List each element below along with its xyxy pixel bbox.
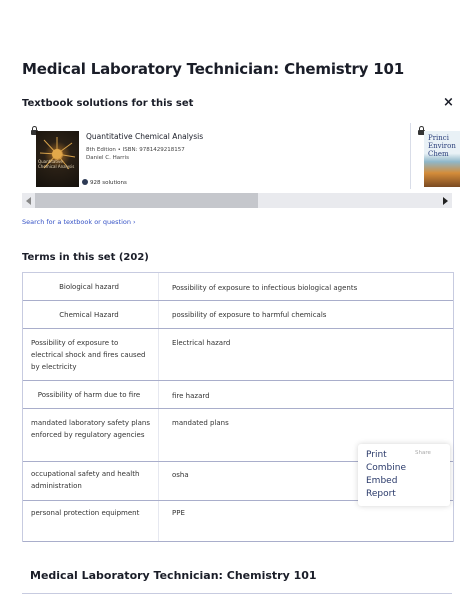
table-row[interactable] <box>23 501 453 542</box>
embed-menu-item[interactable]: Embed <box>366 476 398 486</box>
definition-text: mandated plans <box>172 419 229 427</box>
footer-title: Medical Laboratory Technician: Chemistry 101 <box>30 569 317 582</box>
term-text: Possibility of exposure to electrical shock and fires caused by electricity <box>31 339 146 371</box>
term-text: Biological hazard <box>59 283 119 291</box>
definition-text: PPE <box>172 509 185 517</box>
textbooks-section-title: Textbook solutions for this set <box>22 98 194 109</box>
term-text: occupational safety and health administration <box>31 470 140 490</box>
book-title[interactable]: Quantitative Chemical Analysis <box>86 132 204 141</box>
card-divider <box>410 123 411 189</box>
definition-text: possibility of exposure to harmful chemicals <box>172 311 327 319</box>
table-row[interactable] <box>23 381 453 409</box>
table-row[interactable] <box>23 273 453 301</box>
carousel-scrollbar[interactable] <box>22 193 452 208</box>
solutions-count <box>90 180 127 186</box>
chevron-right-icon[interactable] <box>443 197 448 205</box>
definition-text: Possibility of exposure to infectious biological agents <box>172 284 358 292</box>
cover-title: Quantitative Chemical Analysis <box>38 159 75 169</box>
term-text: Chemical Hazard <box>59 311 119 319</box>
book-cover <box>424 131 460 187</box>
textbook-card[interactable] <box>28 123 408 191</box>
search-textbook-link[interactable]: Search for a textbook or question › <box>22 218 136 226</box>
book-meta <box>86 146 185 162</box>
share-label[interactable]: Share <box>415 450 431 456</box>
solutions-label: 928 solutions <box>90 180 127 186</box>
close-icon[interactable]: × <box>443 95 454 110</box>
combine-menu-item[interactable]: Combine <box>366 463 407 473</box>
report-menu-item[interactable]: Report <box>366 489 396 499</box>
term-text: mandated laboratory safety plans enforced by regulatory agencies <box>31 419 150 439</box>
scrollbar-thumb[interactable] <box>35 193 258 208</box>
footer-divider <box>22 593 452 594</box>
share-menu <box>358 444 450 506</box>
page-title: Medical Laboratory Technician: Chemistry 101 <box>22 60 404 78</box>
print-menu-item[interactable]: Print <box>366 450 387 460</box>
table-row[interactable] <box>23 329 453 381</box>
textbook-carousel <box>22 117 456 193</box>
definition-text: Electrical hazard <box>172 339 231 347</box>
cover-title: Princi Environ Chem <box>428 134 456 158</box>
textbook-card[interactable] <box>418 123 458 191</box>
term-text: personal protection equipment <box>31 509 140 517</box>
table-row[interactable] <box>23 301 453 329</box>
book-edition-isbn: 8th Edition • ISBN: 9781429218157 <box>86 147 185 153</box>
solutions-icon <box>82 179 88 185</box>
definition-text: fire hazard <box>172 392 210 400</box>
definition-text: osha <box>172 471 189 479</box>
book-cover <box>36 131 79 187</box>
book-author: Daniel C. Harris <box>86 155 129 161</box>
terms-section-title: Terms in this set (202) <box>22 252 149 263</box>
term-text: Possibility of harm due to fire <box>37 391 141 399</box>
chevron-left-icon[interactable] <box>26 197 31 205</box>
